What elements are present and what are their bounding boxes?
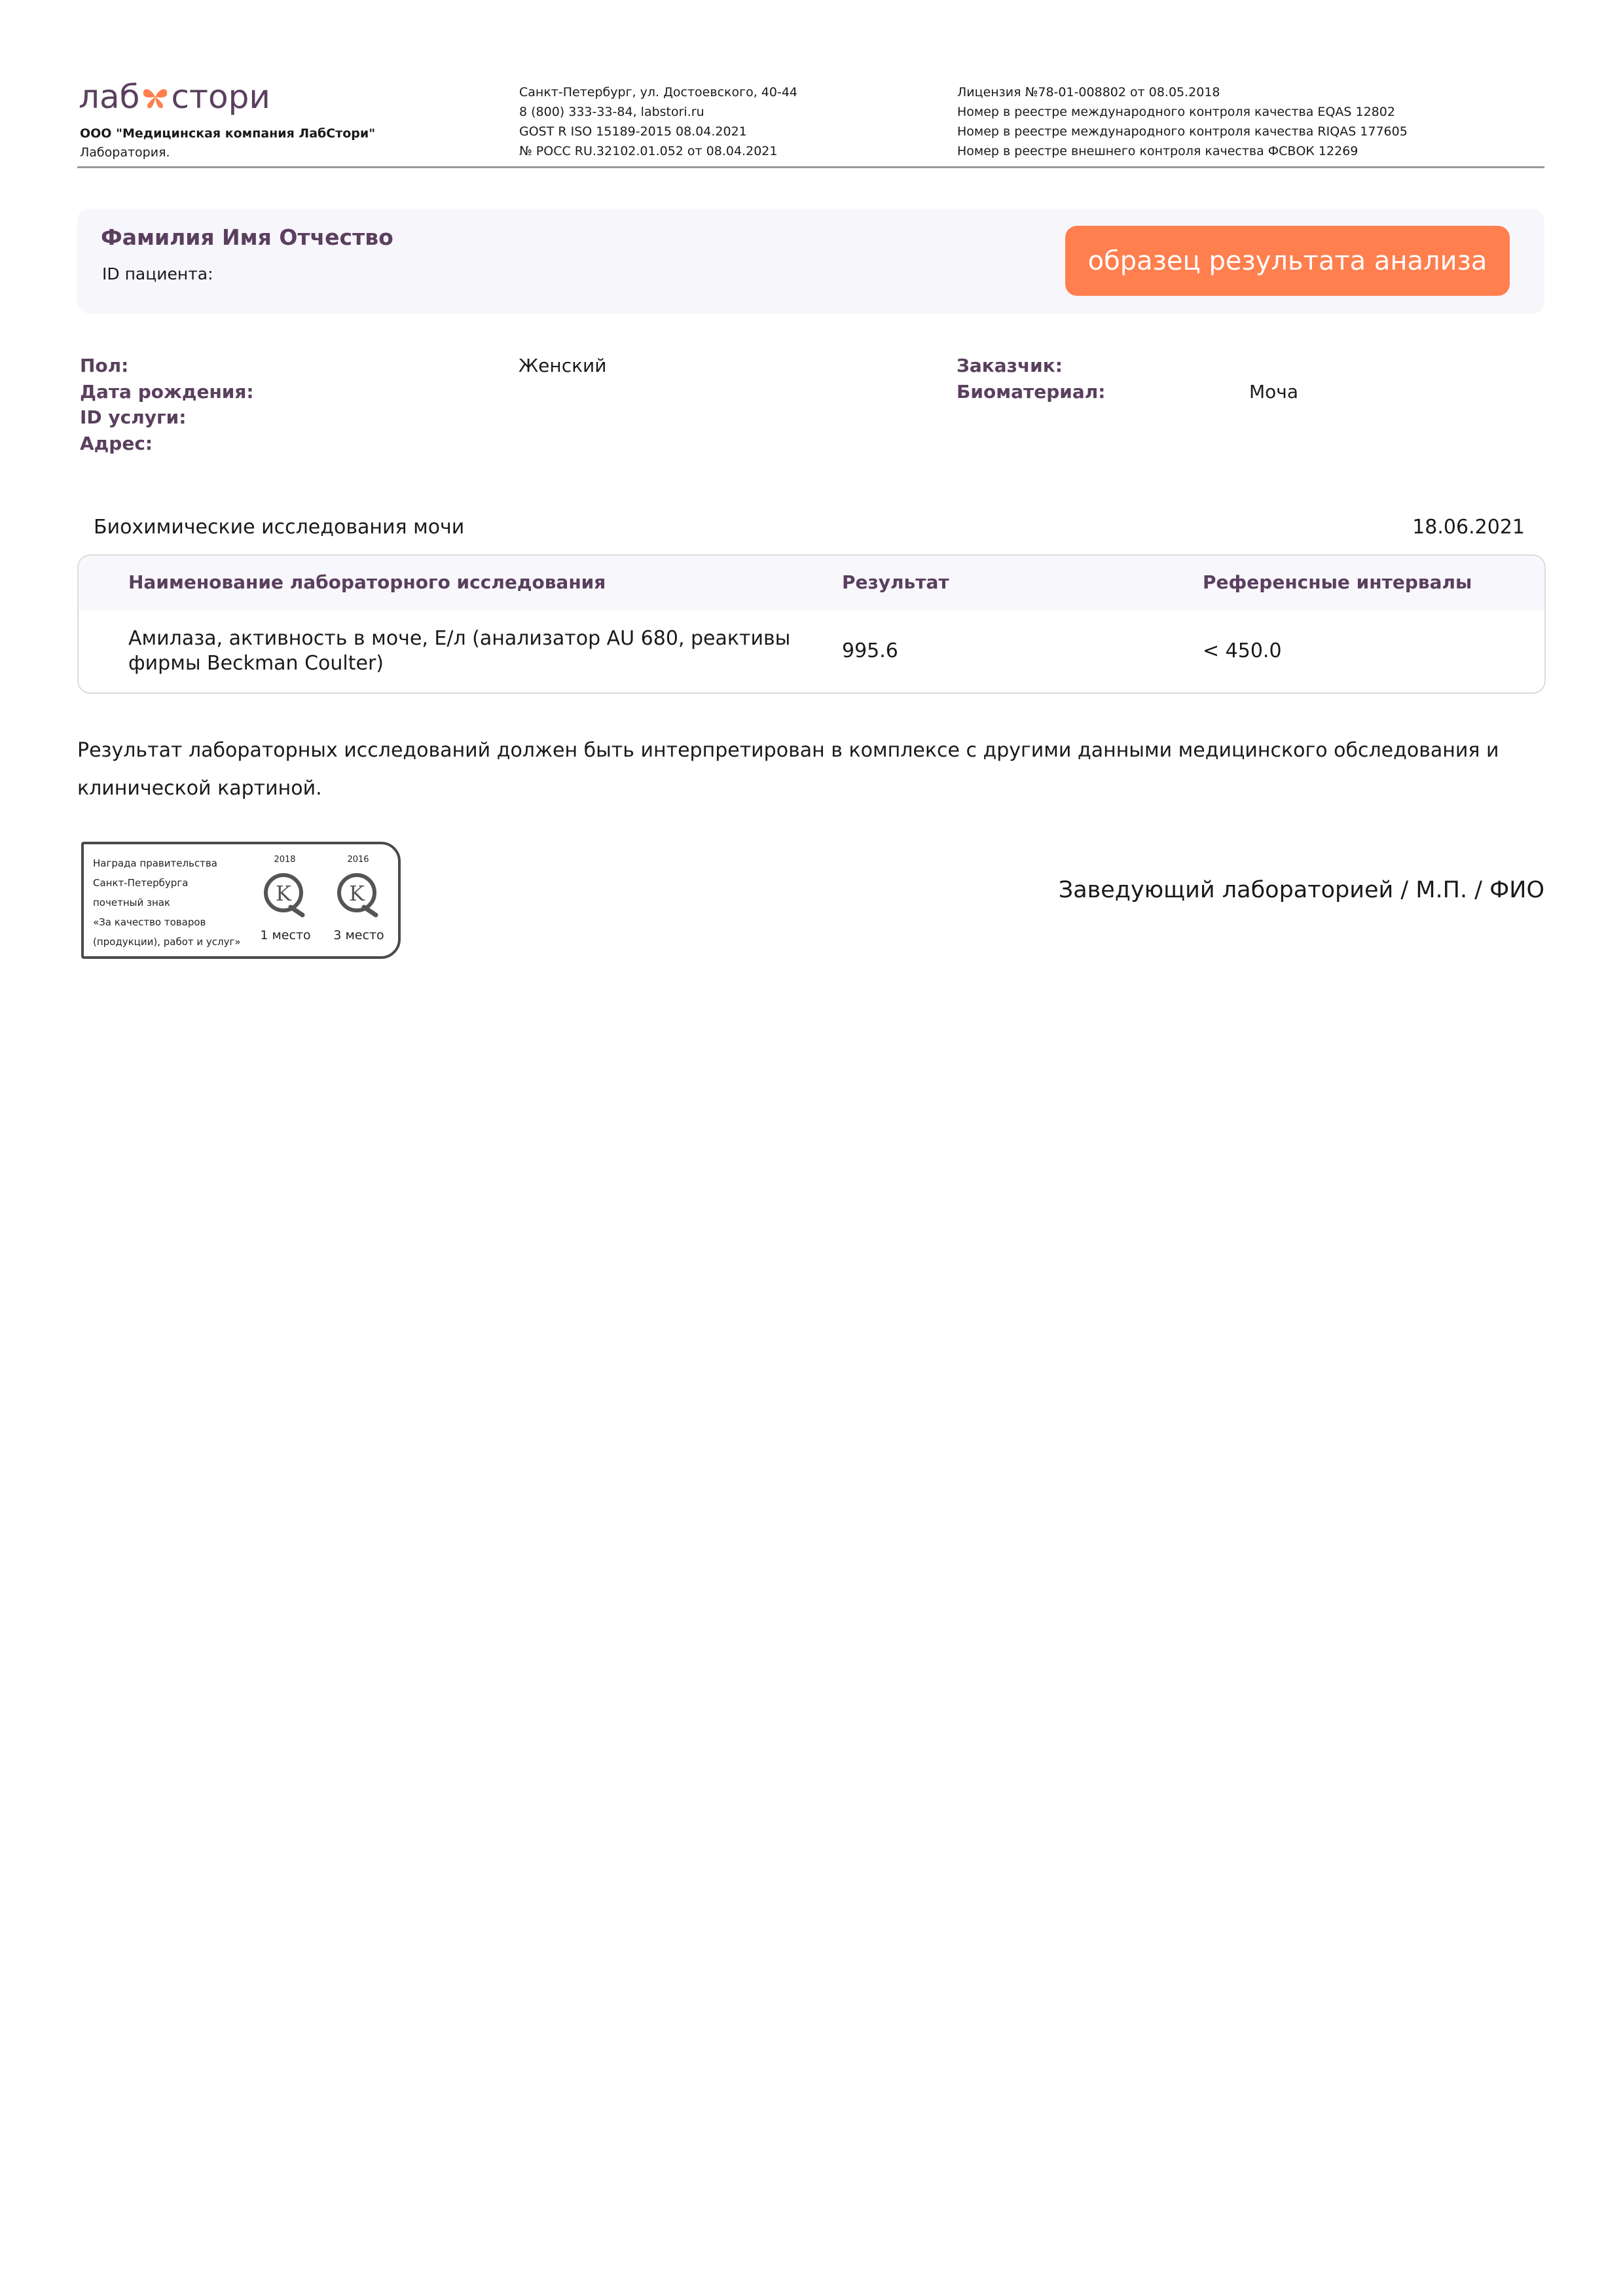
customer-label: Заказчик: — [957, 355, 1063, 376]
company-name: ООО "Медицинская компания ЛабСтори" — [80, 126, 376, 141]
contacts-block — [519, 82, 797, 161]
logo-text-right: стори — [171, 78, 270, 116]
header-result: Результат — [842, 571, 949, 593]
company-subtitle: Лаборатория. — [80, 145, 170, 160]
contact-line: № РОСС RU.32102.01.052 от 08.04.2021 — [519, 144, 778, 158]
sex-value: Женский — [519, 355, 607, 376]
service-id-label: ID услуги: — [80, 406, 187, 428]
test-reference: < 450.0 — [1203, 639, 1282, 662]
contact-line: 8 (800) 333-33-84, labstori.ru — [519, 105, 704, 119]
contact-line: GOST R ISO 15189-2015 08.04.2021 — [519, 124, 747, 139]
logo-text-left: лаб — [79, 78, 140, 116]
award-line: почетный знак — [93, 897, 171, 908]
license-line: Номер в реестре внешнего контроля качества ФСВОК 12269 — [957, 144, 1359, 158]
svg-text:K: K — [349, 881, 365, 906]
contact-line: Санкт-Петербург, ул. Достоевского, 40-44 — [519, 85, 798, 99]
award-text — [93, 853, 241, 952]
brand-logo — [79, 71, 270, 123]
address-label: Адрес: — [80, 433, 153, 454]
biomaterial-label: Биоматериал: — [957, 381, 1106, 403]
award-year-2: 2016 — [347, 855, 369, 865]
license-line: Лицензия №78-01-008802 от 08.05.2018 — [957, 85, 1220, 99]
award-place-2: 3 место — [333, 928, 384, 942]
award-line: (продукции), работ и услуг» — [93, 936, 241, 948]
patient-id-label: ID пациента: — [102, 264, 213, 283]
sex-label: Пол: — [80, 355, 129, 376]
quality-mark-icon — [262, 872, 308, 918]
signature-line: Заведующий лабораторией / М.П. / ФИО — [1058, 877, 1544, 903]
award-line: Награда правительства — [93, 857, 217, 869]
license-line: Номер в реестре международного контроля качества EQAS 12802 — [957, 105, 1395, 119]
test-result: 995.6 — [842, 639, 898, 662]
test-name — [128, 626, 790, 676]
svg-text:K: K — [276, 881, 291, 906]
section-title: Биохимические исследования мочи — [94, 516, 465, 539]
test-name-line: фирмы Beckman Coulter) — [128, 652, 384, 675]
license-block — [957, 82, 1408, 161]
sample-result-badge[interactable]: образец результата анализа — [1065, 226, 1510, 296]
award-badge — [81, 842, 401, 959]
header-divider — [77, 166, 1544, 168]
award-place-1: 1 место — [260, 928, 311, 942]
results-table — [77, 554, 1546, 694]
quality-mark-icon — [335, 872, 381, 918]
test-name-line: Амилаза, активность в моче, Е/л (анализатор AU 680, реактивы — [128, 627, 791, 650]
award-line: «За качество товаров — [93, 916, 206, 928]
dob-label: Дата рождения: — [80, 381, 254, 403]
header-reference: Референсные интервалы — [1203, 571, 1472, 593]
header-test-name: Наименование лабораторного исследования — [128, 571, 606, 593]
biomaterial-value: Моча — [1249, 381, 1298, 403]
award-line: Санкт-Петербурга — [93, 877, 189, 889]
butterfly-icon — [141, 84, 170, 110]
patient-name: Фамилия Имя Отчество — [101, 224, 393, 250]
license-line: Номер в реестре международного контроля качества RIQAS 177605 — [957, 124, 1408, 139]
section-date: 18.06.2021 — [1412, 516, 1525, 539]
award-year-1: 2018 — [274, 855, 296, 865]
table-header — [79, 556, 1544, 611]
interpretation-note: Результат лабораторных исследований должен быть интерпретирован в комплексе с другими данными медицинского обследования и клинической картиной. — [77, 739, 1499, 800]
